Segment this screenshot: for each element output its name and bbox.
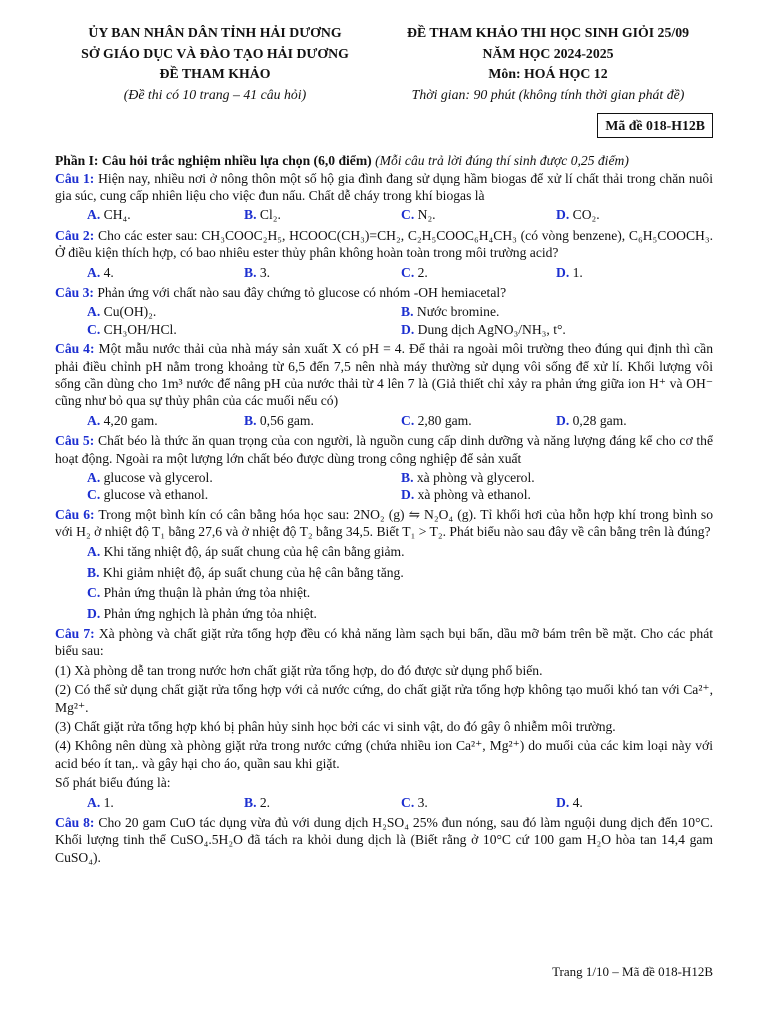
option-letter: A. <box>87 469 101 485</box>
header-right <box>383 24 713 107</box>
question-label: Câu 3: <box>55 285 94 301</box>
statement-1: (1) Xà phòng dễ tan trong nước hơn chất giặt rửa tổng hợp, do đó được sử dụng phổ biến. <box>55 662 543 678</box>
option-text: Phản ứng thuận là phản ứng tỏa nhiệt. <box>103 585 311 601</box>
option-d[interactable] <box>556 794 711 811</box>
option-text: CO₂. <box>572 207 600 223</box>
statement-2: (2) Có thể sử dụng chất giặt rửa tổng hợp với cả nước cứng, do chất giặt rửa tổng hợp không tạo muối khó tan với Ca²⁺, Mg²⁺. <box>55 682 713 715</box>
statement-4: (4) Không nên dùng xà phòng giặt rửa trong nước cứng (chứa nhiều ion Ca²⁺, Mg²⁺) do muối của các kim loại này với acid béo ít tan,. và gây hại cho áo, quần sau khi giặt. <box>55 738 713 771</box>
option-letter: D. <box>556 794 570 810</box>
option-a[interactable] <box>87 794 244 811</box>
option-text: CH₄. <box>103 207 131 223</box>
option-b[interactable] <box>244 412 401 429</box>
option-c[interactable] <box>401 264 556 281</box>
question-1-options <box>55 206 713 223</box>
option-text: 0,56 gam. <box>259 412 314 428</box>
option-text: Cl₂. <box>259 207 281 223</box>
option-letter: D. <box>556 207 570 223</box>
option-text: 3. <box>417 794 428 810</box>
option-text: 4,20 gam. <box>103 412 158 428</box>
question-text: Chất béo là thức ăn quan trọng của con người, là nguồn cung cấp dinh dưỡng và năng lượng đáng kể cho cơ thể hoạt động. Ngoài ra một lượng lớn chất béo được dùng trong công nghiệp để sản xuất <box>55 433 713 466</box>
option-a[interactable] <box>87 469 401 486</box>
option-d[interactable] <box>401 486 715 503</box>
option-letter: B. <box>87 564 100 580</box>
option-text: 1. <box>103 794 114 810</box>
option-text: 0,28 gam. <box>572 412 627 428</box>
header-right-line-1: ĐỀ THAM KHẢO THI HỌC SINH GIỎI 25/09 <box>407 25 689 40</box>
option-letter: C. <box>401 264 415 280</box>
option-text: 4. <box>103 264 114 280</box>
option-letter: A. <box>87 544 101 560</box>
question-label: Câu 6: <box>55 506 95 522</box>
option-letter: D. <box>556 412 570 428</box>
question-text: Trong một bình kín có cân bằng hóa học sau: 2NO₂ (g) ⇋ N₂O₄ (g). Tỉ khối hơi của hỗn hợp khí trong bình so với H₂ ở nhiệt độ T₁ bằng 27,6 và ở nhiệt độ T₂ bằng 34,5. Biết T₁ > T₂. Phát biểu nào sau đây về cân bằng trên là đúng? <box>55 506 714 540</box>
option-d[interactable] <box>556 206 711 223</box>
option-letter: B. <box>244 207 257 223</box>
option-text: 2. <box>259 794 271 810</box>
option-letter: D. <box>87 605 101 621</box>
statement-3: (3) Chất giặt rửa tổng hợp khó bị phân hủy sinh học bởi các vi sinh vật, do đó gây ô nhiễm môi trường. <box>55 719 616 734</box>
question-5-options <box>55 469 713 504</box>
option-a[interactable] <box>87 206 244 223</box>
option-b[interactable] <box>87 564 713 581</box>
header-left-line-1: ỦY BAN NHÂN DÂN TỈNH HẢI DƯƠNG <box>88 25 342 40</box>
question-6-options <box>55 543 713 622</box>
question-4 <box>55 340 713 410</box>
option-a[interactable] <box>87 412 244 429</box>
option-c[interactable] <box>401 412 556 429</box>
option-letter: D. <box>556 264 570 280</box>
option-text: xà phòng và glycerol. <box>416 469 535 485</box>
option-text: Khi tăng nhiệt độ, áp suất chung của hệ cân bằng giảm. <box>103 544 405 560</box>
option-d[interactable] <box>87 605 713 622</box>
option-letter: C. <box>401 794 415 810</box>
option-d[interactable] <box>556 412 711 429</box>
header-right-line-2: NĂM HỌC 2024-2025 <box>482 45 614 61</box>
question-8 <box>55 814 713 866</box>
option-letter: A. <box>87 794 101 810</box>
question-2 <box>55 227 713 262</box>
option-text: 2,80 gam. <box>417 412 472 428</box>
question-7-options <box>55 794 713 811</box>
option-b[interactable] <box>244 264 401 281</box>
option-c[interactable] <box>401 794 556 811</box>
question-label: Câu 2: <box>55 227 95 243</box>
question-text: Phản ứng với chất nào sau đây chứng tỏ glucose có nhóm -OH hemiacetal? <box>97 285 507 301</box>
option-letter: A. <box>87 264 101 280</box>
header-left-note: (Đề thi có 10 trang – 41 câu hỏi) <box>123 86 307 102</box>
option-letter: C. <box>87 321 101 337</box>
option-c[interactable] <box>87 584 713 601</box>
question-text: Xà phòng và chất giặt rửa tổng hợp đều có khả năng làm sạch bụi bẩn, dầu mỡ bám trên bề mặt. Cho các phát biểu sau: <box>55 626 714 659</box>
question-label: Câu 5: <box>55 433 95 449</box>
option-text: 3. <box>259 264 271 280</box>
question-7-prompt: Số phát biểu đúng là: <box>55 775 171 791</box>
option-text: N₂. <box>417 207 436 223</box>
option-b[interactable] <box>244 794 401 811</box>
question-2-options <box>55 264 713 281</box>
option-text: 1. <box>572 264 583 280</box>
part-1-note: (Mỗi câu trả lời đúng thí sinh được 0,25 điểm) <box>375 153 629 169</box>
option-text: 2. <box>417 264 428 280</box>
question-5 <box>55 432 713 467</box>
option-a[interactable] <box>87 543 713 560</box>
option-letter: B. <box>401 469 414 485</box>
question-text: Một mẫu nước thải của nhà máy sản xuất X có pH = 4. Để thải ra ngoài môi trường theo đúng qui định thì cần phải điều chỉnh pH nằm trong khoảng từ 6,5 đến 7,5 nên nhà máy thường sử dụng vôi sống để xử lí. Khối lượng vôi sống cần dùng cho 1m³ nước để nâng pH của nước thải từ 4 lên 7 là (Giả thiết chỉ xảy ra phản ứng giữa ion H⁺ và OH⁻ cũng như bỏ qua sự thủy phân của các muối nếu có) <box>55 341 714 409</box>
page-footer: Trang 1/10 – Mã đề 018-H12B <box>552 964 713 979</box>
option-letter: D. <box>401 321 415 337</box>
exam-code-box: Mã đề 018-H12B <box>597 113 713 139</box>
question-label: Câu 1: <box>55 170 95 186</box>
question-text: Hiện nay, nhiều nơi ở nông thôn một số hộ gia đình đang sử dụng hầm biogas để xử lí chất thải trong chăn nuôi gia súc, cung cấp nhiên liệu cho việc đun nấu. Chất dễ cháy trong khí biogas là <box>55 170 713 204</box>
option-text: CH₃OH/HCl. <box>103 321 177 337</box>
option-letter: B. <box>401 304 414 320</box>
question-text: Cho các ester sau: CH₃COOC₂H₅, HCOOC(CH₃)=CH₂, C₂H₅COOC₆H₄CH₃ (có vòng benzene), C₆H₅COOCH₃. Ở điều kiện thích hợp, có bao nhiêu ester thủy phân không hoàn toàn trong môi trường acid? <box>55 227 713 261</box>
option-letter: B. <box>244 412 257 428</box>
question-label: Câu 7: <box>55 626 95 642</box>
option-letter: C. <box>87 585 101 601</box>
option-text: glucose và glycerol. <box>103 469 213 485</box>
option-text: Khi giảm nhiệt độ, áp suất chung của hệ cân bằng tăng. <box>102 564 404 580</box>
option-c[interactable] <box>401 206 556 223</box>
option-a[interactable] <box>87 303 401 320</box>
option-a[interactable] <box>87 264 244 281</box>
question-6 <box>55 506 713 541</box>
option-b[interactable] <box>244 206 401 223</box>
option-text: xà phòng và ethanol. <box>417 487 531 503</box>
option-letter: B. <box>244 794 257 810</box>
option-letter: A. <box>87 207 101 223</box>
part-1-heading <box>55 152 713 169</box>
option-d[interactable] <box>556 264 711 281</box>
option-d[interactable] <box>401 321 715 338</box>
option-b[interactable] <box>401 469 715 486</box>
question-4-options <box>55 412 713 429</box>
option-text: Nước bromine. <box>416 304 500 320</box>
question-text: Cho 20 gam CuO tác dụng vừa đủ với dung dịch H₂SO₄ 25% đun nóng, sau đó làm nguội dung dịch đến 10°C. Khối lượng tinh thể CuSO₄.5H₂O đã tách ra khỏi dung dịch là (Biết rằng ở 10°C cứ 100 gam H₂O hòa tan 14,4 gam CuSO₄). <box>55 814 713 865</box>
header-left <box>55 24 375 107</box>
option-letter: C. <box>401 412 415 428</box>
option-c[interactable] <box>87 486 401 503</box>
part-1-title: Phần I: Câu hỏi trắc nghiệm nhiều lựa chọn (6,0 điểm) <box>55 153 372 169</box>
option-text: glucose và ethanol. <box>103 487 209 503</box>
header-left-line-2: SỞ GIÁO DỤC VÀ ĐÀO TẠO HẢI DƯƠNG <box>81 45 349 61</box>
option-b[interactable] <box>401 303 715 320</box>
exam-header <box>55 24 713 107</box>
question-3-options <box>55 303 713 338</box>
option-letter: A. <box>87 412 101 428</box>
option-text: Dung dịch AgNO₃/NH₃, t°. <box>417 321 566 337</box>
header-right-note: Thời gian: 90 phút (không tính thời gian phát đề) <box>411 86 685 102</box>
option-text: Cu(OH)₂. <box>103 304 157 320</box>
option-letter: C. <box>87 487 101 503</box>
option-c[interactable] <box>87 321 401 338</box>
option-text: 4. <box>572 794 583 810</box>
question-label: Câu 8: <box>55 814 95 830</box>
question-1 <box>55 170 713 205</box>
question-7 <box>55 625 713 660</box>
header-left-line-3: ĐỀ THAM KHẢO <box>159 66 271 82</box>
exam-page <box>55 22 713 866</box>
question-label: Câu 4: <box>55 341 95 357</box>
option-text: Phản ứng nghịch là phản ứng tỏa nhiệt. <box>103 605 317 621</box>
option-letter: D. <box>401 487 415 503</box>
option-letter: A. <box>87 304 101 320</box>
question-3 <box>55 284 713 301</box>
option-letter: B. <box>244 264 257 280</box>
header-right-line-3: Môn: HOÁ HỌC 12 <box>488 66 608 82</box>
option-letter: C. <box>401 207 415 223</box>
